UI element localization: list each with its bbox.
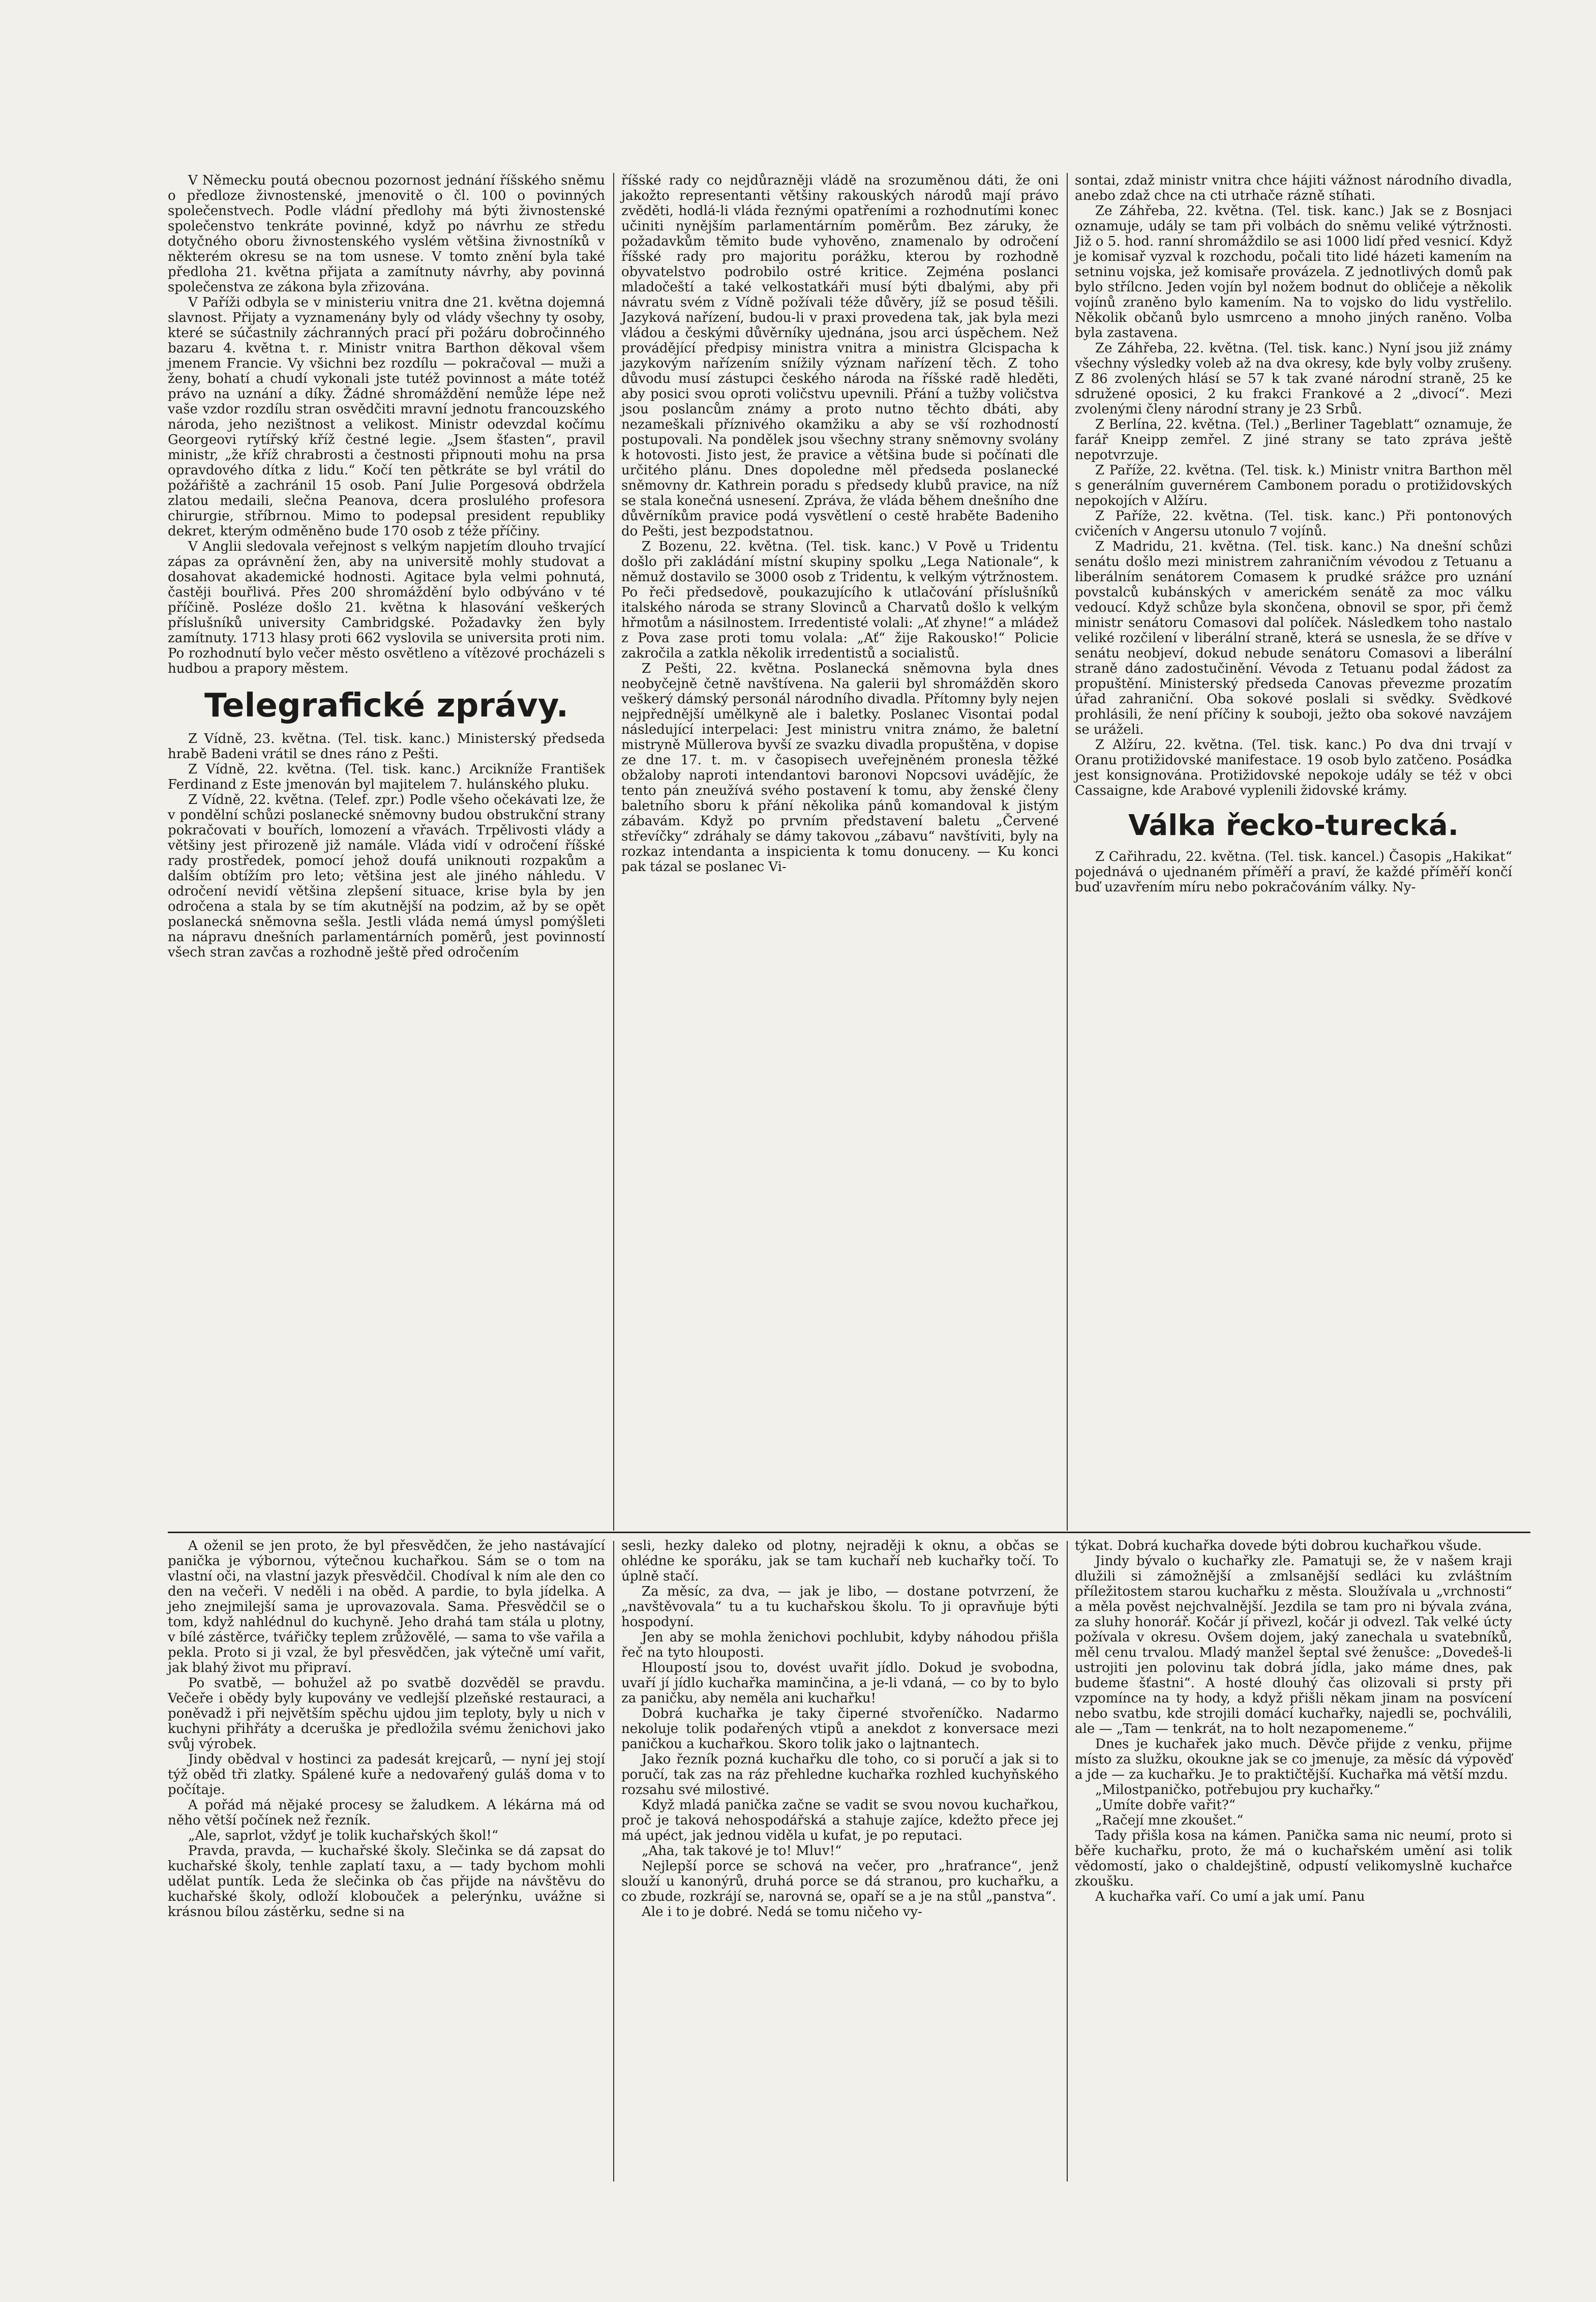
paragraph: „Aha, tak takové je to! Mluv!“ bbox=[642, 1843, 842, 1859]
paragraph: Za měsíc, za dva, — jak je libo, — dostane potvrzení, že „navštěvovala“ tu a tu kuchařskou školu. To ji opravňuje býti hospodyní. bbox=[621, 1584, 1059, 1630]
column-2 bbox=[621, 173, 1059, 875]
feuilleton-column-3 bbox=[1075, 1538, 1512, 2184]
newspaper-page bbox=[168, 173, 1541, 2187]
paragraph: Když mladá panička začne se vadit se svou novou kuchařkou, proč je taková nehospodářská a stahuje zajíce, kdežto přece jej má upéct, jak jednou viděla u kufat, je po reputaci. bbox=[621, 1798, 1059, 1843]
paragraph: „Umíte dobře vařit?“ bbox=[1095, 1798, 1236, 1813]
column-3 bbox=[1075, 173, 1512, 895]
paragraph: Jindy bývalo o kuchařky zle. Pamatuji se, že v našem kraji dlužili si zámožnější a zmlsanější sedláci ku zvláštním příležitostem starou kuchařku z města. Sloužívala u „vrchnosti“ a měla pověst nejchvalnější. Jezdila se tam pro ni bývala zvána, za sluhy honorář. Kočár jí přivezl, kočár ji odvezl. Tak velké úcty požívala v okresu. Ovšem dojem, jaký zanechala u svatebníků, měl cenu trvalou. Mladý manžel šeptal své ženušce: „Dovedeš-li ustrojiti jen polovinu tak dobrá jídla, jako máme dnes, pak budeme šťastni“. A hosté dlouhý čas olizovali si prsty při vzpomínce na ty hody, a když přišli někam jinam na posvícení nebo svatbu, kde strojili domácí kuchařky, najedli se, pochválili, ale — „Tam — tenkrát, na to holt nezapomeneme.“ bbox=[1075, 1553, 1512, 1737]
article-continuation: říšské rady co nejdůrazněji vládě na srozuměnou dáti, že oni jakožto representanti většiny rakouských národů mají právo zvěděti, hodlá-li vláda řeznými opatřeními a rozhodnutími konec učiniti nynějším parlamentárním poměrům. Bez záruky, že požadavkům těmito bude vyhověno, znamenalo by odročení říšské rady pro majoritu porážku, kterou by rozhodně obyvatelstvo podrobilo ostré kritice. Zejména poslanci mladočeští a také velkostatkáři musí býti dbalými, aby při návratu svém z Vídně požívali téže důvěry, jíž se posud těšili. Jazyková nařízení, budou-li v praxi provedena tak, jak byla mezi vládou a českými důvěrníky ujednána, jsou arci úspěchem. Než provádějící předpisy ministra vnitra a ministra Glcispacha k jazykovým nařízením snížily význam nařízení těch. Z toho důvodu musí zástupci českého národa na říšské radě hleděti, aby posici svou oproti voličstvu upevnili. Přání a tužby voličstva jsou poslancům známy a proto nutno těchto dbáti, aby nezameškali příznivého okamžiku a aby se vší rozhodností postupovali. Na pondělek jsou všechny strany sněmovny svolány k hotovosti. Jisto jest, že pravice a většina bude si počínati dle určitého plánu. Dnes dopoledne měl předseda poslanecké sněmovny dr. Kathrein poradu s předsedy klubů pravice, na níž se stala konečná usnesení. Zpráva, že vláda během dnešního dne důvěrníkům pravice podá vysvětlení o cestě hraběte Badeniho do Pešti, jest bezpodstatnou. bbox=[621, 173, 1059, 539]
paragraph: Jako řezník pozná kuchařku dle toho, co si poručí a jak si to poručí, tak zas na ráz přehledne kuchařka rozhled kuchyňského rozsahu své milostivé. bbox=[621, 1752, 1059, 1798]
paragraph: Jen aby se mohla ženichovi pochlubit, kdyby náhodou přišla řeč na tyto hlouposti. bbox=[621, 1630, 1059, 1660]
feuilleton-column-2 bbox=[621, 1538, 1059, 2184]
article-continuation: sontai, zdaž ministr vnitra chce hájiti vážnost národního divadla, anebo zdaž chce na cti utrhače rázně stíhati. bbox=[1075, 173, 1512, 203]
paragraph: Hloupostí jsou to, dovést uvařit jídlo. Dokud je svobodna, uvaří jí jídlo kuchařka maminčina, a je-li vdaná, — co by to bylo za paničku, aby neměla ani kuchařku! bbox=[621, 1660, 1059, 1706]
telegram-bozen: Z Bozenu, 22. května. (Tel. tisk. kanc.) V Pově u Tridentu došlo při zakládání místní skupiny spolku „Lega Nationale“, k němuž dostavilo se 3000 osob z Tridentu, k velkým výtržnostem. Po řeči předsedově, poukazujícího k utlačování příslušníků italského národa se strany Slovinců a Charvatů došlo k velkým hřmotům a násilnostem. Irredentisté volali: „Ať zhyne!“ a mládež z Pova zase proti tomu volala: „Ať“ žije Rakousko!“ Policie zakročila a zatkla několik irredentistů a socialistů. bbox=[621, 539, 1059, 661]
telegram-vienna-3: Z Vídně, 22. května. (Telef. zpr.) Podle všeho očekávati lze, že v pondělní schůzi poslanecké sněmovny budou obstrukční strany pokračovati v bouřích, lomození a vřavách. Trpělivosti vlády a většiny jest přirozeně již namále. Vláda vidí v odročení říšské rady prostředek, pomocí jehož doufá uniknouti rozpakům a dalším obtížím pro leto; většina jest ale jiného náhledu. V odročení nevidí většina zlepšení situace, krise byla by jen odročena a stala by se tím akutnější na podzim, až by se opět poslanecká sněmovna sešla. Jestli vláda nemá úmysl pomýšleti na nápravu dnešních parlamentárních poměrů, jest povinností všech stran zavčas a rozhodně ještě před odročením bbox=[168, 792, 605, 960]
paragraph: sesli, hezky daleko od plotny, nejraději k oknu, a občas se ohlédne ke sporáku, jak se tam kuchaří neb kuchařky točí. To úplně stačí. bbox=[621, 1538, 1059, 1584]
column-divider bbox=[1067, 1541, 1068, 2181]
paragraph: „Milostpaničko, potřebujou pry kuchařky.“ bbox=[1095, 1782, 1380, 1798]
paragraph: „Ale, saprlot, vždyť je tolik kuchařských škol!“ bbox=[188, 1828, 499, 1843]
telegram-berlin: Z Berlína, 22. května. (Tel.) „Berliner Tageblatt“ oznamuje, že farář Kneipp zemřel. Z jiné strany se tato zpráva ještě nepotvrzuje. bbox=[1075, 417, 1512, 463]
column-divider bbox=[613, 173, 614, 1531]
section-title-war: Válka řecko-turecká. bbox=[1128, 809, 1459, 842]
paragraph: Nejlepší porce se schová na večer, pro „hraťrance“, jenž slouží u kanonýrů, druhá porce se dá stranou, pro kuchařku, a co zbude, rozkrájí se, narovná se, opaří se a je na stůl „panstva“. bbox=[621, 1859, 1059, 1904]
telegram-vienna-1: Z Vídně, 23. května. (Tel. tisk. kanc.) Ministerský předseda hrabě Badeni vrátil se dnes ráno z Pešti. bbox=[168, 731, 605, 762]
section-title-telegrams: Telegrafické zprávy. bbox=[204, 687, 569, 725]
article-england: V Anglii sledovala veřejnost s velkým napjetím dlouho trvající zápas za oprávnění žen, aby na universitě mohly studovat a dosahovat akademické hodnosti. Agitace byla velmi pohnutá, častěji bouřlivá. Přes 200 shromáždění bylo odbýváno v té příčině. Posléze došlo 21. května k hlasování veškerých příslušníků university Cambridgské. Požadavky žen byly zamítnuty. 1713 hlasy proti 662 vyslovila se universita proti nim. Po rozhodnutí bylo večer město osvětleno a vítězové procházeli s hudbou a prapory městem. bbox=[168, 539, 605, 676]
article-paris: V Paříži odbyla se v ministeriu vnitra dne 21. května dojemná slavnost. Přijaty a vyznamenány byly od vlády všechny ty osoby, které se súčastnily záchranných prací při požáru dobročinného bazaru 4. května t. r. Ministr vnitra Barthon děkoval všem jmenem Francie. Vy všichni bez rozdílu — pokračoval — muži a ženy, bohatí a chudí vykonali jste tutéž povinnost a máte totéž právo na uznání a díky. Žádné shromáždění nemůže lépe než vaše vzdor rozdílu stran osvědčiti mravní jednotu francouzského národa, jeho nezištnost a velikost. Ministr odevzdal kočímu Georgeovi rytířský kříž čestné legie. „Jsem šťasten“, pravil ministr, „že kříž chrabrosti a čestnosti připnouti mohu na prsa opravdového dítka z lidu.“ Kočí ten pětkráte se byl vrátil do požářiště a zachránil 15 osob. Paní Julie Porgesová obdržela zlatou medaili, slečna Peanova, dcera proslulého profesora chirurgie, stříbrnou. Mimo to podepsal president republiky dekret, kterým odměněno bude 170 osob z téže příčiny. bbox=[168, 295, 605, 539]
telegram-zagreb-2: Ze Záhřeba, 22. května. (Tel. tisk. kanc.) Nyní jsou již známy všechny výsledky voleb až na dva okresy, kde byly volby zrušeny. Z 86 zvolených hlásí se 57 k tak zvané národní straně, 25 ke sdružené oposici, 2 ku frakci Frankové a 2 „divocí“. Mezi zvolenými členy národní strany je 23 Srbů. bbox=[1075, 341, 1512, 417]
feuilleton-column-1 bbox=[168, 1538, 605, 2184]
paragraph: Dnes je kuchařek jako much. Děvče přijde z venku, přijme místo za služku, okoukne jak se co jmenuje, za měsíc dá výpověď a jde — za kuchařku. Je to praktičtější. Kuchařka má větší mzdu. bbox=[1075, 1737, 1512, 1782]
telegram-pest: Z Pešti, 22. května. Poslanecká sněmovna byla dnes neobyčejně četně navštívena. Na galerii byl shromážděn skoro veškerý dámský personál národního divadla. Přítomny byly nejen nejpřednější umělkyně ale i baletky. Poslanec Visontai podal následující interpelaci: Jest ministru vnitra známo, že baletní mistryně Müllerova byvší ze svazku divadla propuštěna, v dopise ze dne 17. t. m. v časopisech uveřejněném pronesla těžké obžaloby naproti intendantovi baronovi Nopcsovi uvádějíc, že tento pán zneužívá svého postavení k tomu, aby ženské členy baletního sboru k přání několika pánů komandoval k jistým zábavám. Když po prvním představení baletu „Červené střevíčky“ zdráhaly se dámy takovou „zábavu“ navštíviti, byly na rozkaz intendanta a inspicienta k tomu donuceny. — Ku konci pak tázal se poslanec Vi- bbox=[621, 661, 1059, 875]
column-divider bbox=[613, 1541, 614, 2181]
telegram-constantinople: Z Cařihradu, 22. května. (Tel. tisk. kancel.) Časopis „Hakikat“ pojednává o ujednaném příměří a praví, že každé příměří končí buď uzavřením míru nebo pokračováním války. Ny- bbox=[1075, 849, 1512, 895]
paragraph: Pravda, pravda, — kuchařské školy. Slečinka se dá zapsat do kuchařské školy, tenhle zaplatí taxu, a — tady bychom mohli udělat puntík. Leda že slečinka ob čas přijde na návštěvu do kuchařské školy, odloží klobouček a pelerýnku, uvážne si krásnou bílou zástěrku, sedne si na bbox=[168, 1843, 605, 1920]
article-germany: V Německu poutá obecnou pozornost jednání říšského sněmu o předloze živnostenské, jmenovitě o čl. 100 o povinných společenstvech. Podle vládní předlohy má býti živnostenské společenstvo tenkráte povinné, když po návrhu ze středu dotyčného oboru živnostenského vyslém většina živnostníků v některém okresu se na tom usnese. V tomto znění byla také předloha 21. května přijata a zamítnuty návrhy, aby povinná společenstva ze zákona byla zřizována. bbox=[168, 173, 605, 295]
paragraph: A pořád má nějaké procesy se žaludkem. A lékárna má od něho větší počínek než řezník. bbox=[168, 1798, 605, 1828]
paragraph: Ale i to je dobré. Nedá se tomu ničeho vy- bbox=[642, 1904, 922, 1920]
paragraph: týkat. Dobrá kuchařka dovede býti dobrou kuchařkou všude. bbox=[1075, 1538, 1482, 1553]
paragraph: „Račejí mne zkoušet.“ bbox=[1095, 1813, 1244, 1828]
telegram-paris-2: Z Paříže, 22. května. (Tel. tisk. kanc.) Při pontonových cvičeních v Angersu utonulo 7 vojínů. bbox=[1075, 509, 1512, 539]
telegram-madrid: Z Madridu, 21. května. (Tel. tisk. kanc.) Na dnešní schůzi senátu došlo mezi ministrem zahraničním vévodou z Tetuanu a liberálním senátorem Comasem k prudké srážce pro uznání povstalců kubánských v americkém senátě za moc válku vedoucí. Když schůze byla skončena, obnovil se spor, při čemž ministr senátoru Comasovi dal políček. Následkem toho nastalo veliké rozčilení v liberální straně, která se usnesla, že se dříve v senátu neobjeví, dokud nebude senátoru Comasovi a liberální straně dáno zadostučinění. Vévoda z Tetuanu podal žádost za propuštění. Ministerský předseda Canovas převezme prozatím úřad zahraniční. Oba sokové poslali si svědky. Svědkové prohlásili, že není příčiny k souboji, ježto oba sokové navzájem se uráželi. bbox=[1075, 539, 1512, 737]
paragraph: Tady přišla kosa na kámen. Panička sama nic neumí, proto si běře kuchařku, proto, že má o kuchařském umění asi tolik vědomostí, jako o chaldejštině, odpustí velikomyslně kuchařce zkoušku. bbox=[1075, 1828, 1512, 1889]
paragraph: Po svatbě, — bohužel až po svatbě dozvěděl se pravdu. Večeře i obědy byly kupovány ve vedlejší plzeňské restauraci, a poněvadž i při největším spěchu ujdou jim teploty, byly u nich v kuchyni přihřáty a dceruška je předložila svému ženichovi jako svůj výrobek. bbox=[168, 1676, 605, 1752]
telegram-vienna-2: Z Vídně, 22. května. (Tel. tisk. kanc.) Arcikníže František Ferdinand z Este jmenován byl majitelem 7. hulánského pluku. bbox=[168, 762, 605, 792]
column-1 bbox=[168, 173, 605, 960]
column-divider bbox=[1067, 173, 1068, 1531]
paragraph: Jindy obědval v hostinci za padesát krejcarů, — nyní jej stojí týž oběd tři zlatky. Spálené kuře a nedovařený guláš doma v to počítaje. bbox=[168, 1752, 605, 1798]
paragraph: Dobrá kuchařka je taky čiperné stvořeníčko. Nadarmo nekoluje tolik podařených vtipů a anekdot z konversace mezi paničkou a kuchařkou. Skoro tolik jako o lajtnantech. bbox=[621, 1706, 1059, 1752]
telegram-paris-1: Z Paříže, 22. května. (Tel. tisk. k.) Ministr vnitra Barthon měl s generálním guvernérem Cambonem poradu o protižidovských nepokojích v Alžíru. bbox=[1075, 463, 1512, 509]
feuilleton-rule bbox=[168, 1532, 1530, 1533]
telegram-algiers: Z Alžíru, 22. května. (Tel. tisk. kanc.) Po dva dni trvají v Oranu protižidovské manifestace. 19 osob bylo zatčeno. Posádka jest konsignována. Protižidovské nepokoje udály se též v obci Cassaigne, kde Arabové vyplenili židovské krámy. bbox=[1075, 737, 1512, 798]
telegram-zagreb-1: Ze Záhřeba, 22. května. (Tel. tisk. kanc.) Jak se z Bosnjaci oznamuje, udály se tam při volbách do sněmu veliké výtržnosti. Již o 5. hod. ranní shromáždilo se asi 1000 lidí před vesnicí. Když je komisař vyzval k rozchodu, počali tito lidé házeti kamením na setninu vojska, jež komisaře provázela. Z jednotlivých domů pak bylo střílcno. Jeden vojín byl nožem bodnut do obličeje a několik vojínů zraněno bylo kamením. Na to vojsko do lidu vystřelilo. Několik občanů bylo usmrceno a mnoho jiných raněno. Volba byla zastavena. bbox=[1075, 203, 1512, 341]
paragraph: A oženil se jen proto, že byl přesvědčen, že jeho nastávající panička je výbornou, výtečnou kuchařkou. Sám se o tom na vlastní oči, na vlastní jazyk přesvědčil. Chodíval k ním ale den co den na večeři. V neděli i na oběd. A pardie, to byla jídelka. A jeho znejmilejší sama je uprovazovala. Sama. Přesvědčil se o tom, když nahlédnul do kuchyně. Jeho drahá tam stála u plotny, v bílé zástěrce, tvářičky teplem zrůžovělé, — sama to vše vařila a pekla. Proto si ji vzal, že byl přesvědčen, jak výtečně umí vařit, jak blahý život mu připraví. bbox=[168, 1538, 605, 1676]
paragraph: A kuchařka vaří. Co umí a jak umí. Panu bbox=[1095, 1889, 1365, 1904]
